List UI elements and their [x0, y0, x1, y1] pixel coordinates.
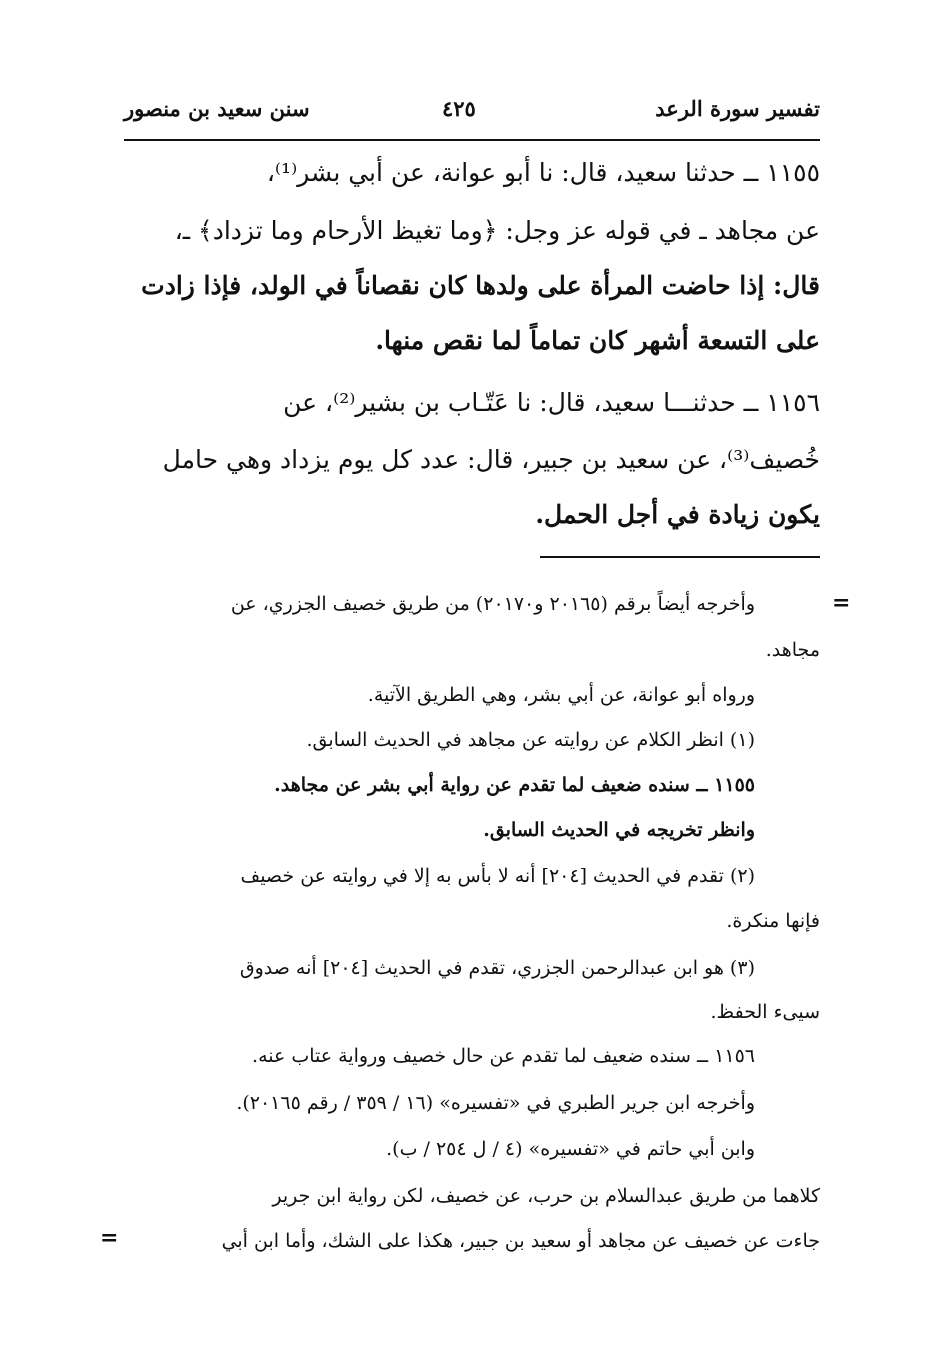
- footnote-line-11: ١١٥٦ ــ سنده ضعيف لما تقدم عن حال خصيف ورواية عتاب عنه.: [252, 1045, 755, 1067]
- footnote-line-5: ١١٥٥ ــ سنده ضعيف لما تقدم عن رواية أبي بشر عن مجاهد.: [274, 774, 755, 796]
- continuation-mark-top: =: [832, 590, 851, 616]
- hadith-1155-line-2: عن مجاهد ـ في قوله عز وجل: ﴿وما تغيظ الأرحام وما تزداد﴾ ـ،: [174, 216, 820, 245]
- footnote-line-14: كلاهما من طريق عبدالسلام بن حرب، عن خصيف، لكن رواية ابن جرير: [272, 1185, 820, 1207]
- footnote-line-2: مجاهد.: [765, 639, 820, 661]
- hadith-1156-line-2: خُصيف⁽³⁾، عن سعيد بن جبير، قال: عدد كل يوم يزداد وهي حامل: [162, 445, 820, 474]
- hadith-1155-line-4: على التسعة أشهر كان تماماً لما نقص منها.: [375, 326, 820, 355]
- footnote-divider: [540, 556, 820, 558]
- footnote-line-4: (١) انظر الكلام عن روايته عن مجاهد في الحديث السابق.: [306, 729, 755, 751]
- footnote-line-10: سيىء الحفظ.: [710, 1001, 820, 1023]
- footnote-line-15: جاءت عن خصيف عن مجاهد أو سعيد بن جبير، هكذا على الشك، وأما ابن أبي: [221, 1230, 820, 1252]
- page-number: ٤٢٥: [442, 96, 476, 121]
- hadith-1156-line-3: يكون زيادة في أجل الحمل.: [535, 500, 820, 529]
- running-header: [124, 96, 820, 132]
- header-divider: [124, 139, 820, 141]
- header-surah-title: تفسير سورة الرعد: [655, 96, 820, 121]
- footnote-line-9: (٣) هو ابن عبدالرحمن الجزري، تقدم في الحديث [٢٠٤] أنه صدوق: [239, 957, 755, 979]
- footnote-line-13: وابن أبي حاتم في «تفسيره» (٤ / ل ٢٥٤ / ب).: [386, 1138, 755, 1160]
- footnote-line-1: وأخرجه أيضاً برقم (٢٠١٦٥ و٢٠١٧٠) من طريق خصيف الجزري، عن: [230, 593, 755, 615]
- footnote-line-3: ورواه أبو عوانة، عن أبي بشر، وهي الطريق الآتية.: [367, 684, 755, 706]
- footnote-line-8: فإنها منكرة.: [726, 910, 820, 932]
- hadith-1156-line-1: ١١٥٦ ــ حدثنـــا سعيد، قال: نا عَتّـاب بن بشير⁽²⁾، عن: [283, 388, 820, 417]
- hadith-1155-line-3: قال: إذا حاضت المرأة على ولدها كان نقصاناً في الولد، فإذا زادت: [141, 271, 820, 300]
- hadith-1155-line-1: ١١٥٥ ــ حدثنا سعيد، قال: نا أبو عوانة، عن أبي بشر⁽¹⁾،: [266, 158, 820, 187]
- footnote-line-6: وانظر تخريجه في الحديث السابق.: [483, 819, 755, 841]
- continuation-mark-bottom: =: [100, 1225, 119, 1251]
- footnote-line-7: (٢) تقدم في الحديث [٢٠٤] أنه لا بأس به إلا في روايته عن خصيف: [240, 865, 755, 887]
- footnote-line-12: وأخرجه ابن جرير الطبري في «تفسيره» (١٦ / ٣٥٩ / رقم ٢٠١٦٥).: [236, 1092, 755, 1114]
- header-book-title: سنن سعيد بن منصور: [124, 96, 310, 121]
